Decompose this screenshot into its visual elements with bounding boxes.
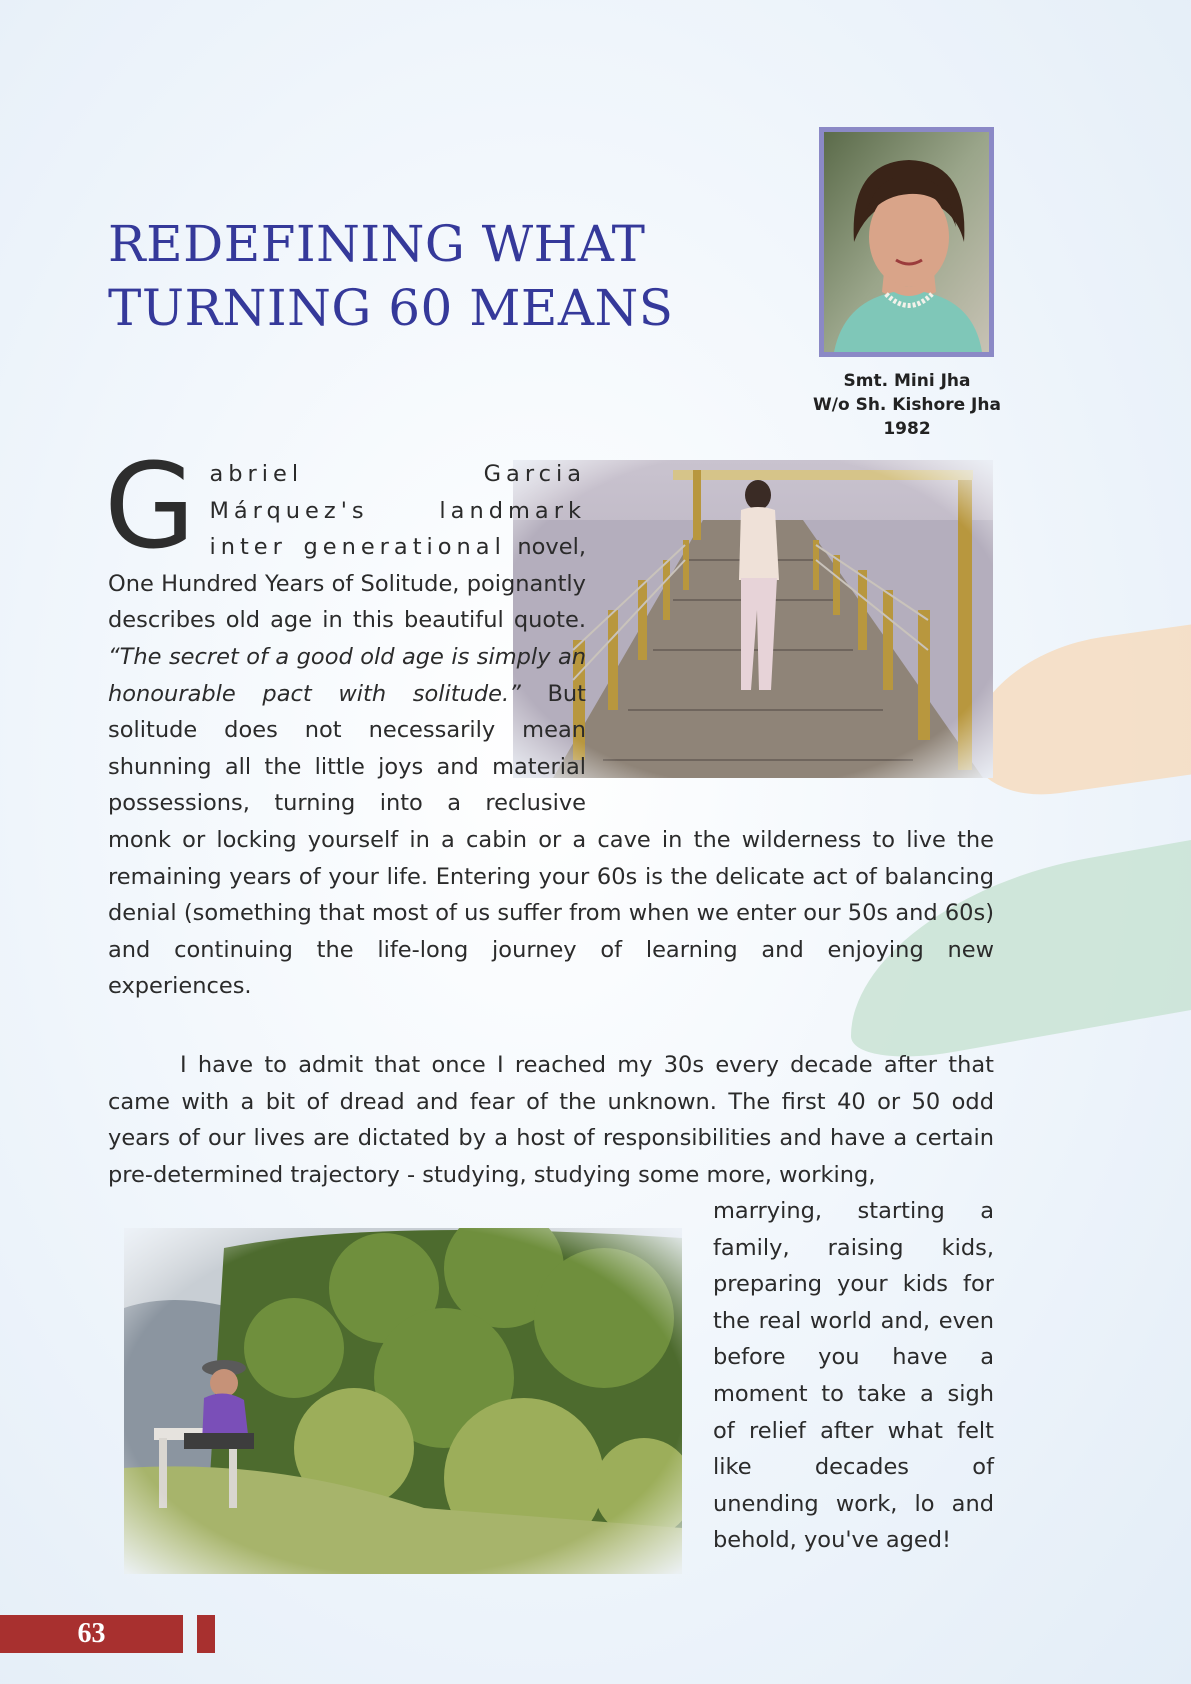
paragraph-1-quote: “The secret of a good old age is simply an honourable pact with solitude.” [108,643,586,707]
title-line-1: REDEFINING WHAT [108,215,646,273]
paragraph-3: marrying, starting a family, raising kids, preparing your kids for the real world and, even before you have a moment to take a sigh of relief after what felt like decades of unending work, lo and behold, you've aged! [713,1198,994,1554]
author-year: 1982 [883,419,931,439]
article-title [108,212,728,340]
author-portrait [819,127,994,357]
paragraph-1-lead: abriel Garcia Márquez's landmark inter generational [209,461,586,561]
paragraph-1-text-b: But solitude does not necessarily mean shunning all the little joys and material possessions, turning into a reclusive monk or locking yourself in a cabin or a cave in the wilderness to live the remaining years of your life. Entering your 60s is the delicate act of balancing denial (something that most of us suffer from when we enter our 50s and 60s) and continuing the life-long journey of learning and enjoying new experiences. [108,680,994,1000]
paragraph-1 [104,437,994,1005]
page-number-accent [197,1615,215,1653]
title-line-2: TURNING 60 MEANS [108,279,674,337]
garden-photo [124,1228,682,1574]
page-number: 63 [77,1618,106,1649]
pier-photo-space [586,456,994,800]
drop-cap: G [104,437,196,575]
paragraph-2: I have to admit that once I reached my 30s every decade after that came with a bit of dread and fear of the unknown. The first 40 or 50 odd years of our lives are dictated by a host of responsibilities and have a certain pre-determined trajectory - studying, studying some more, working, [108,1052,994,1188]
decorative-ribbon-orange [971,625,1191,806]
author-caption [790,369,1024,441]
paragraph-1-text-a: novel, One Hundred Years of Solitude, poignantly describes old age in this beautiful quote. [108,534,586,634]
author-name: Smt. Mini Jha [843,371,971,391]
author-relation: W/o Sh. Kishore Jha [813,395,1001,415]
